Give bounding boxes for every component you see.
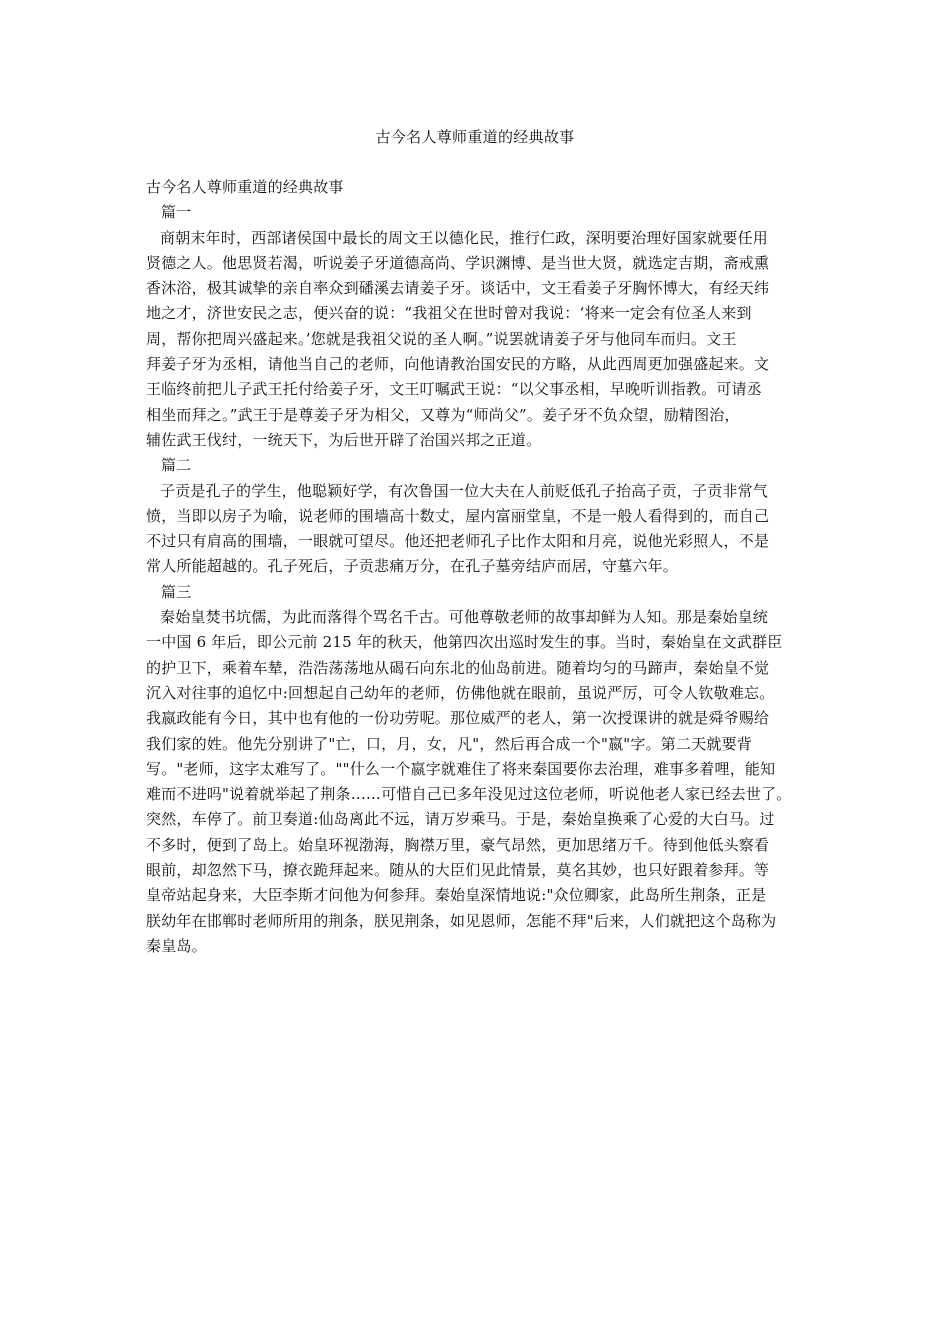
text-line: 秦始皇焚书坑儒，为此而落得个骂名千古。可他尊敬老师的故事却鲜为人知。那是秦始皇统 bbox=[160, 608, 769, 627]
text-line: 常人所能超越的。孔子死后，子贡悲痛万分，在孔子墓旁结庐而居，守墓六年。 bbox=[146, 557, 679, 576]
document-heading: 古今名人尊师重道的经典故事 bbox=[146, 178, 344, 196]
text-line: 的护卫下，乘着车辇，浩浩荡荡地从碣石向东北的仙岛前进。随着均匀的马蹄声，秦始皇不觉 bbox=[146, 658, 770, 677]
text-line: 贤德之人。他思贤若渴，听说姜子牙道德高尚、学识渊博、是当世大贤，就选定吉期，斋戒熏 bbox=[146, 253, 770, 272]
text-line: 不多时，便到了岛上。始皇环视渤海，胸襟万里，豪气昂然，更加思绪万千。待到他低头察看 bbox=[146, 835, 770, 854]
page-title: 古今名人尊师重道的经典故事 bbox=[375, 128, 575, 146]
text-line: 香沐浴，极其诚挚的亲自率众到磻溪去请姜子牙。谈话中，文王看姜子牙胸怀博大，有经天纬 bbox=[146, 279, 770, 298]
section-2-text bbox=[146, 479, 826, 580]
text-line: 子贡是孔子的学生，他聪颖好学，有次鲁国一位大夫在人前贬低孔子抬高子贡，子贡非常气 bbox=[160, 481, 769, 500]
text-line: 我们家的姓。他先分别讲了"亡，口，月，女，凡"，然后再合成一个"嬴"字。第二天就要背 bbox=[146, 734, 753, 753]
document-body bbox=[146, 175, 826, 959]
section-1-text bbox=[146, 226, 826, 454]
section-3-text bbox=[146, 605, 826, 959]
text-line: 地之才，济世安民之志，便兴奋的说：“我祖父在世时曾对我说：‘将来一定会有位圣人来到 bbox=[146, 304, 752, 323]
text-line: 一中国 6 年后，即公元前 215 年的秋天，他第四次出巡时发生的事。当时，秦始皇在文武群臣 bbox=[146, 633, 783, 652]
text-line: 突然，车停了。前卫奏道:仙岛离此不远，请万岁乘马。于是，秦始皇换乘了心爱的大白马。过 bbox=[146, 810, 775, 829]
text-line: 周，帮你把周兴盛起来。’您就是我祖父说的圣人啊。”说罢就请姜子牙与他同车而归。文王 bbox=[146, 329, 737, 348]
text-line: 秦皇岛。 bbox=[146, 936, 207, 955]
text-line: 沉入对往事的追忆中:回想起自己幼年的老师，仿佛他就在眼前，虽说严厉，可令人钦敬难忘。 bbox=[146, 683, 775, 702]
text-line: 眼前，却忽然下马，撩衣跪拜起来。随从的大臣们见此情景，莫名其妙，也只好跟着参拜。等 bbox=[146, 861, 770, 880]
text-line: 朕幼年在邯郸时老师所用的荆条，朕见荆条，如见恩师，怎能不拜"后来，人们就把这个岛称为 bbox=[146, 911, 777, 930]
text-line: 王临终前把儿子武王托付给姜子牙，文王叮嘱武王说：“以父事丞相，早晚听训指教。可请丞 bbox=[146, 380, 762, 399]
section-label-3: 篇三 bbox=[161, 582, 192, 601]
text-line: 相坐而拜之。”武王于是尊姜子牙为相父，又尊为“师尚父”。姜子牙不负众望，励精图治， bbox=[146, 405, 740, 424]
text-line: 不过只有肩高的围墙，一眼就可望尽。他还把老师孔子比作太阳和月亮，说他光彩照人，不是 bbox=[146, 532, 770, 551]
text-line: 难而不进吗"说着就举起了荆条……可惜自己已多年没见过这位老师，听说他老人家已经去世了。 bbox=[146, 785, 792, 804]
text-line: 愤，当即以房子为喻，说老师的围墙高十数丈，屋内富丽堂皇，不是一般人看得到的，而自己 bbox=[146, 506, 770, 525]
text-line: 拜姜子牙为丞相，请他当自己的老师，向他请教治国安民的方略，从此西周更加强盛起来。文 bbox=[146, 355, 770, 374]
section-label-1: 篇一 bbox=[161, 203, 192, 222]
text-line: 辅佐武王伐纣，一统天下，为后世开辟了治国兴邦之正道。 bbox=[146, 430, 542, 449]
section-label-2: 篇二 bbox=[161, 456, 192, 475]
text-line: 皇帝站起身来，大臣李斯才问他为何参拜。秦始皇深情地说:"众位卿家，此岛所生荆条，正是 bbox=[146, 886, 767, 905]
text-line: 商朝末年时，西部诸侯国中最长的周文王以德化民，推行仁政，深明要治理好国家就要任用 bbox=[160, 228, 769, 247]
text-line: 我嬴政能有今日，其中也有他的一份功劳呢。那位威严的老人，第一次授课讲的就是舜爷赐给 bbox=[146, 709, 770, 728]
text-line: 写。"老师，这字太难写了。""什么一个嬴字就难住了将来秦国要你去治理，难事多着哩，能知 bbox=[146, 759, 776, 778]
